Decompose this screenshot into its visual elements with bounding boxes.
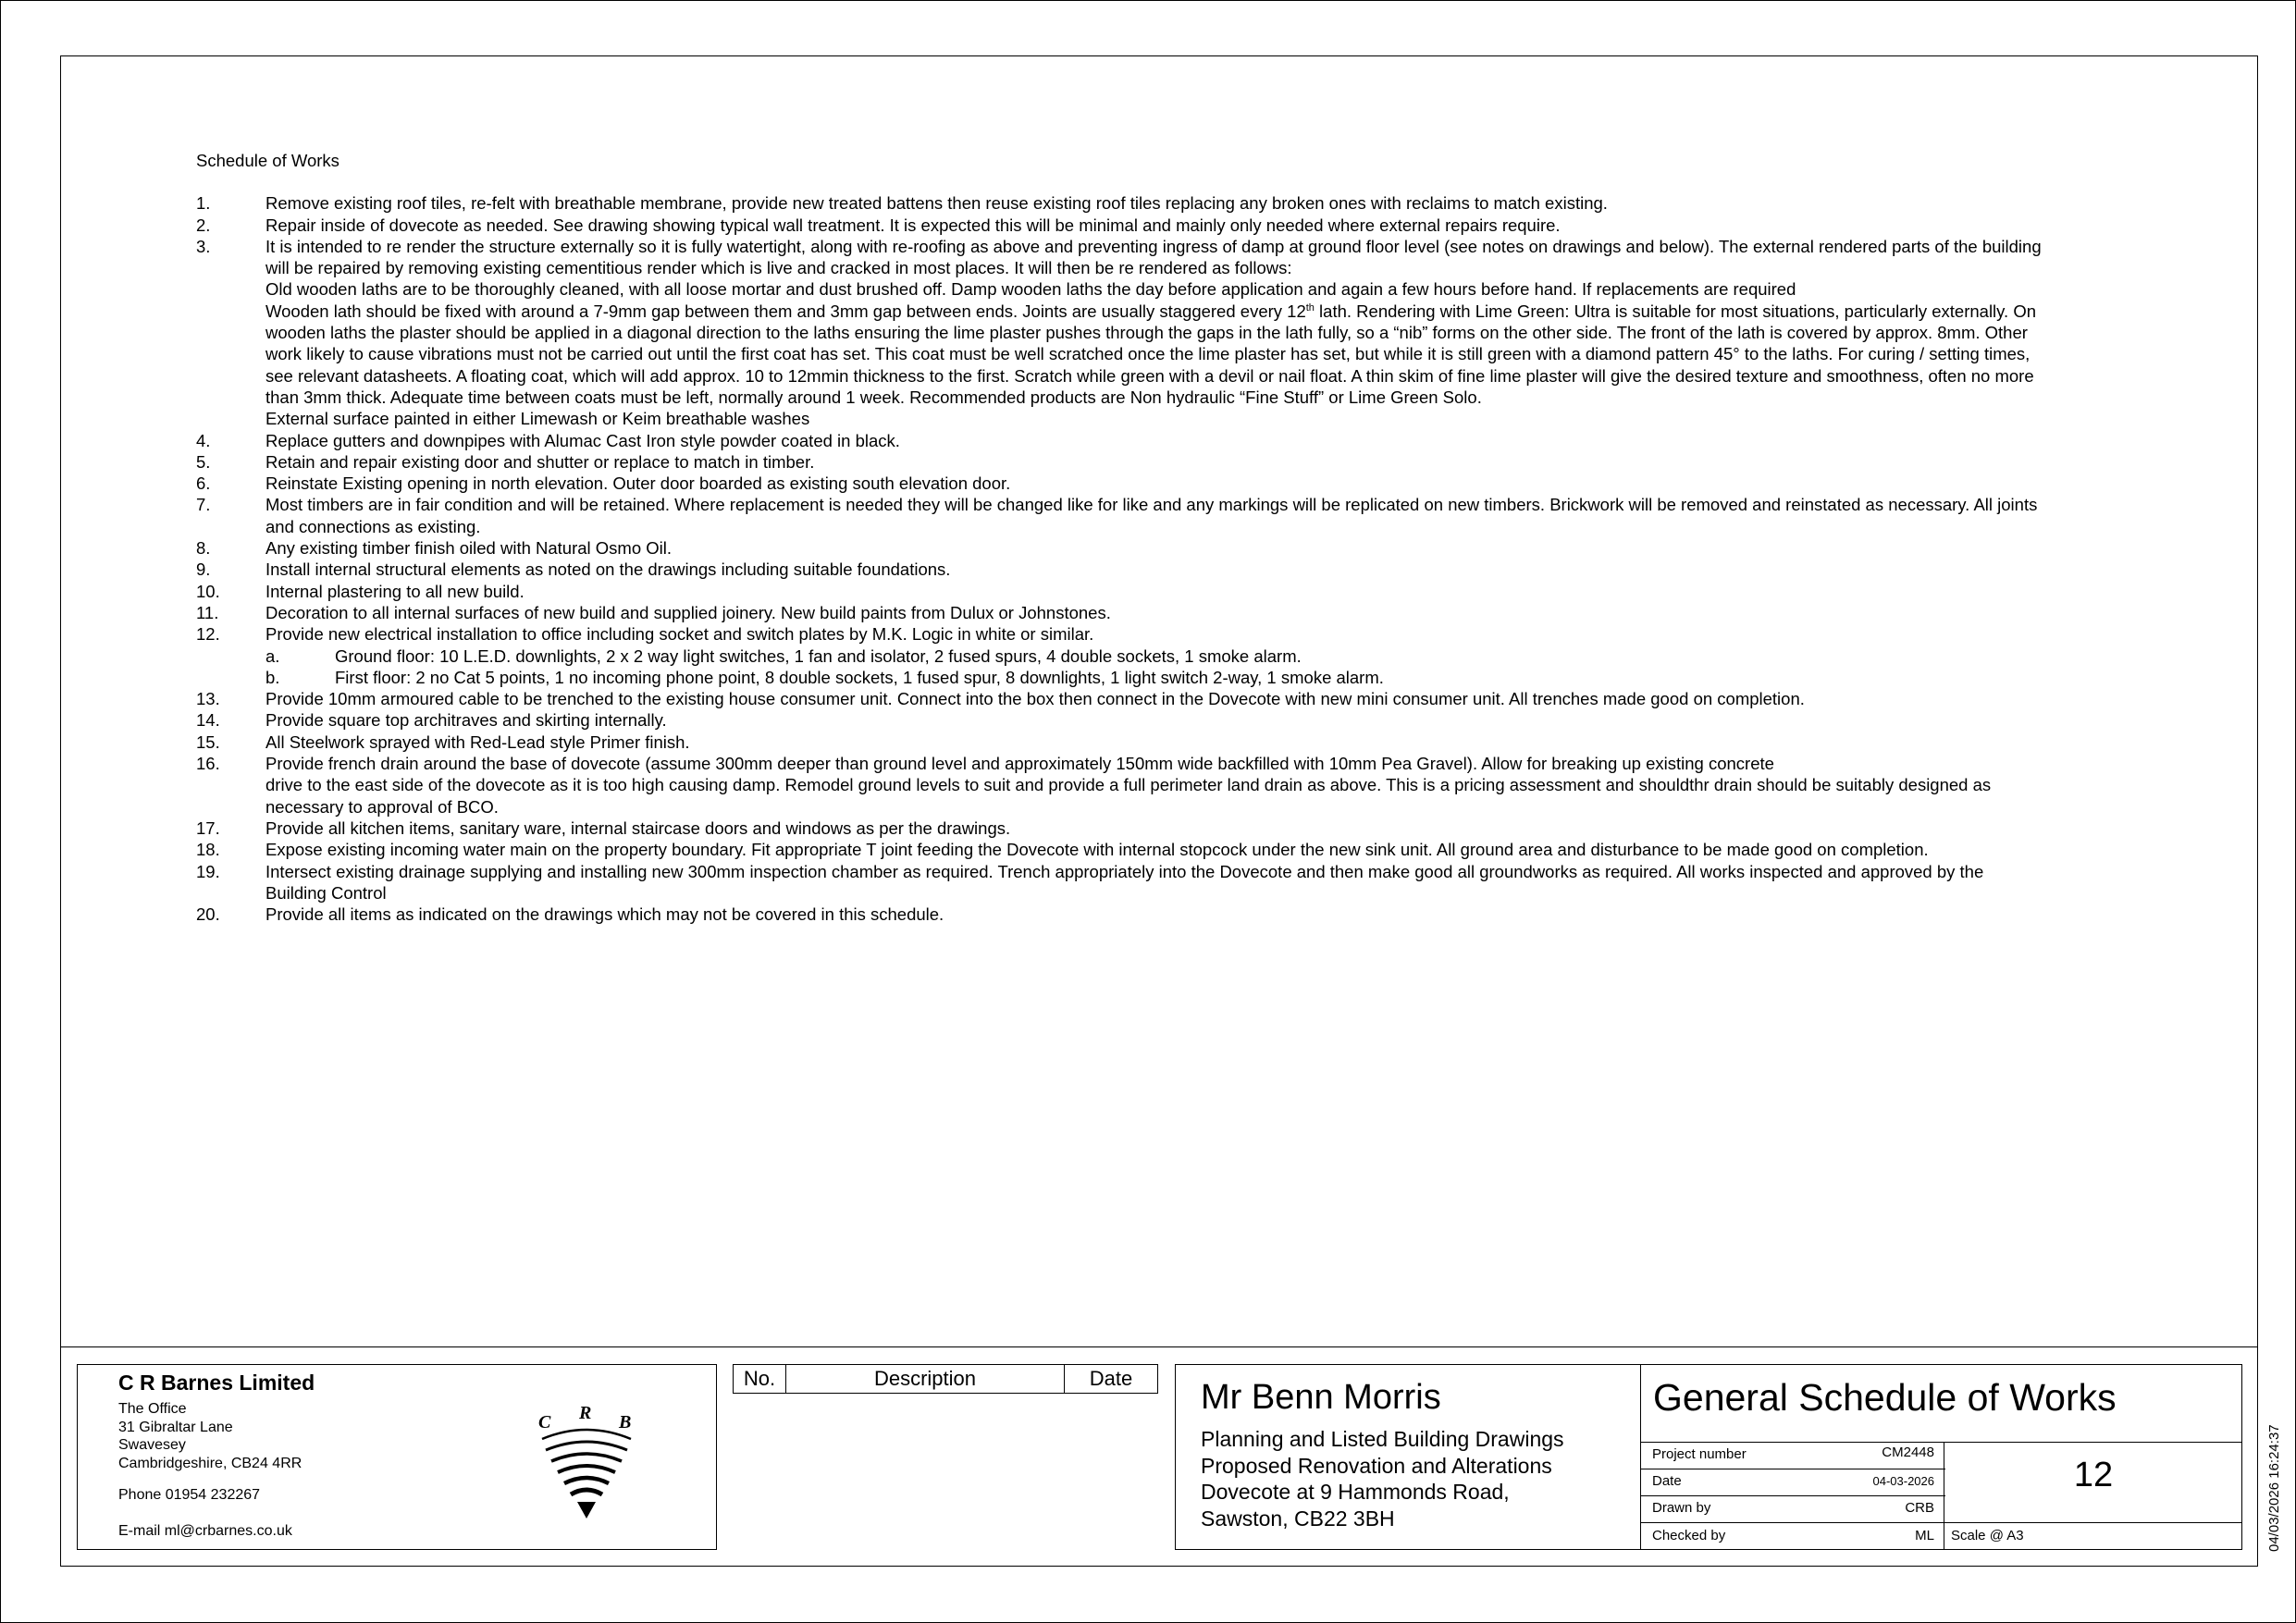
schedule-item: 19. Intersect existing drainage supplying and installing new 300mm inspection chamber as required. Trench appropriately into the Dovecote and then make good all groundworks as required. All works inspected and approved by the Building Control <box>196 861 1984 903</box>
schedule-item: 6. Reinstate Existing opening in north elevation. Outer door boarded as existing south elevation door. <box>196 473 1011 494</box>
logo-arc <box>542 1430 631 1439</box>
address-line: The Office <box>118 1401 187 1417</box>
schedule-item: 9. Install internal structural elements as noted on the drawings including suitable foundations. <box>196 559 951 580</box>
checked-by-value: ML <box>1915 1528 1934 1543</box>
company-address <box>118 1400 302 1472</box>
schedule-item: 20. Provide all items as indicated on the drawings which may not be covered in this schedule. <box>196 904 944 925</box>
logo-arc <box>564 1478 609 1483</box>
schedule-item: 14. Provide square top architraves and skirting internally. <box>196 710 667 731</box>
logo-arc <box>546 1442 627 1450</box>
scale-label: Scale @ A3 <box>1951 1528 2024 1543</box>
address-line: Swavesey <box>118 1437 186 1453</box>
company-email: E-mail ml@crbarnes.co.uk <box>118 1523 292 1539</box>
revisions-col-date: Date <box>1065 1365 1158 1394</box>
revisions-col-description: Description <box>786 1365 1065 1394</box>
revisions-col-no: No. <box>734 1365 786 1394</box>
crb-logo <box>531 1400 642 1525</box>
schedule-item: 8. Any existing timber finish oiled with Natural Osmo Oil. <box>196 538 673 559</box>
schedule-item: 4. Replace gutters and downpipes with Alumac Cast Iron style powder coated in black. <box>196 430 900 450</box>
schedule-item: 17. Provide all kitchen items, sanitary ware, internal staircase doors and windows as per the drawings. <box>196 818 1011 838</box>
address-line: 31 Gibraltar Lane <box>118 1419 233 1435</box>
schedule-item: 18. Expose existing incoming water main on the property boundary. Fit appropriate T joint feeding the Dovecote with internal stopcock under the new sink unit. All ground area and disturbance to be made good on completion. <box>196 840 1929 860</box>
schedule-of-works <box>196 150 2046 925</box>
schedule-item: drive to the east side of the dovecote as it is too high causing damp. Remodel ground levels to suit and provide a full perimeter land drain as above. This is a pricing assessment and shouldthr drain should be suitably designed as necessary to approval of BCO. <box>265 775 1992 817</box>
title-block <box>1175 1364 2242 1550</box>
logo-arc <box>558 1466 615 1472</box>
logo-letter-b: B <box>619 1412 632 1432</box>
schedule-item: 5. Retain and repair existing door and shutter or replace to match in timber. <box>196 451 815 472</box>
schedule-item: 11. Decoration to all internal surfaces of new build and supplied joinery. New build paints from Dulux or Johnstones. <box>196 602 1111 622</box>
schedule-item: 12. Provide new electrical installation to office including socket and switch plates by M.K. Logic in white or similar. <box>196 624 1094 645</box>
logo-arc <box>551 1454 622 1461</box>
sheet-title: General Schedule of Works <box>1653 1376 2117 1419</box>
date-label: Date <box>1652 1473 1682 1489</box>
schedule-item: Old wooden laths are to be thoroughly cleaned, with all loose mortar and dust brushed off. Damp wooden laths the day before application and again a few hours before hand. If replacements are required <box>265 279 1796 300</box>
logo-letter-r: R <box>579 1403 592 1423</box>
project-description-line: Proposed Renovation and Alterations <box>1201 1453 1552 1478</box>
project-description-line: Sawston, CB22 3BH <box>1201 1506 1395 1531</box>
schedule-item: External surface painted in either Limewash or Keim breathable washes <box>265 409 810 429</box>
schedule-item: 2. Repair inside of dovecote as needed. See drawing showing typical wall treatment. It is expected this will be minimal and mainly only needed where external repairs require. <box>196 215 1561 235</box>
title-block-rule <box>1640 1522 2241 1523</box>
project-description-line: Dovecote at 9 Hammonds Road, <box>1201 1480 1510 1504</box>
schedule-item: 16. Provide french drain around the base of dovecote (assume 300mm deeper than ground level and approximately 150mm wide backfilled with 10mm Pea Gravel). Allow for breaking up existing concrete <box>196 754 1774 774</box>
drawn-by-value: CRB <box>1905 1500 1934 1516</box>
drawn-by-label: Drawn by <box>1652 1500 1711 1516</box>
revisions-header-row <box>734 1365 1158 1394</box>
client-name: Mr Benn Morris <box>1201 1378 1441 1417</box>
logo-tip <box>577 1502 596 1518</box>
print-timestamp: 04/03/2026 16:24:37 <box>2266 1424 2282 1552</box>
schedule-item-text: Wooden lath should be fixed with around a 7-9mm gap between them and 3mm gap between ends. Joints are usually staggered every 12th lath. Rendering with Lime Green: Ultra is suitable for most situations, particularly externally. On wooden laths the plaster should be applied in a diagonal direction to the laths ensuring the lime plaster pushes through the gaps in the lath fully, so a “nib” forms on the other side. The front of the lath is covered by approx. 8mm. Other work likely to cause vibrations must not be carried out until the first coat has set. This coat must be well scratched once the lime plaster has set, but while it is still green with a diamond pattern 45° to the laths. For curing / setting times, see relevant datasheets. A floating coat, which will add approx. 10 to 12mmin thickness to the first. Scratch while green with a devil or nail float. A thin skim of fine lime plaster will give the desired texture and smoothness, often no more than 3mm thick. Adequate time between coats must be left, normally around 1 week. Recommended products are Non hydraulic “Fine Stuff” or Lime Green Solo. <box>265 301 2036 407</box>
schedule-item: 7. Most timbers are in fair condition and will be retained. Where replacement is needed they will be changed like for like and any markings will be replicated on new timbers. Brickwork will be removed and reinstated as necessary. All joints and connections as existing. <box>196 495 2038 536</box>
sheet-number: 12 <box>2073 1456 2114 1494</box>
company-info-box <box>77 1364 717 1550</box>
project-number-label: Project number <box>1652 1446 1747 1462</box>
company-phone: Phone 01954 232267 <box>118 1487 261 1503</box>
project-number-value: CM2448 <box>1882 1445 1934 1460</box>
schedule-item: 1. Remove existing roof tiles, re-felt with breathable membrane, provide new treated battens then reuse existing roof tiles replacing any broken ones with reclaims to match existing. <box>196 193 1608 214</box>
project-description <box>1201 1426 1564 1531</box>
schedule-item: 15. All Steelwork sprayed with Red-Lead style Primer finish. <box>196 732 690 752</box>
logo-letter-c: C <box>538 1412 551 1432</box>
schedule-subitem: b. First floor: 2 no Cat 5 points, 1 no incoming phone point, 8 double sockets, 1 fused spur, 8 downlights, 1 light switch 2-way, 1 smoke alarm. <box>265 667 1384 687</box>
schedule-title: Schedule of Works <box>196 151 339 170</box>
revisions-table <box>733 1364 1158 1394</box>
checked-by-label: Checked by <box>1652 1528 1726 1543</box>
address-line: Cambridgeshire, CB24 4RR <box>118 1455 302 1471</box>
date-value: 04-03-2026 <box>1872 1474 1934 1488</box>
company-name: C R Barnes Limited <box>118 1371 315 1395</box>
title-block-rule <box>1640 1495 1945 1496</box>
schedule-item: 10. Internal plastering to all new build. <box>196 581 525 601</box>
title-block-rule <box>1640 1442 2241 1443</box>
title-block-divider <box>60 1346 2258 1347</box>
schedule-item: 3. It is intended to re render the structure externally so it is fully watertight, along with re-roofing as above and preventing ingress of damp at ground floor level (see notes on drawings and below). The external rendered parts of the building will be repaired by removing existing cementitious render which is live and cracked in most places. It will then be re rendered as follows: <box>196 236 2042 278</box>
schedule-item: 13. Provide 10mm armoured cable to be trenched to the existing house consumer unit. Connect into the box then connect in the Dovecote with new mini consumer unit. All trenches made good on completion. <box>196 689 1805 709</box>
project-description-line: Planning and Listed Building Drawings <box>1201 1427 1564 1451</box>
schedule-subitem: a. Ground floor: 10 L.E.D. downlights, 2 x 2 way light switches, 1 fan and isolator, 2 fused spurs, 4 double sockets, 1 smoke alarm. <box>265 646 1302 666</box>
logo-arc <box>571 1490 602 1494</box>
schedule-item <box>196 301 2046 408</box>
